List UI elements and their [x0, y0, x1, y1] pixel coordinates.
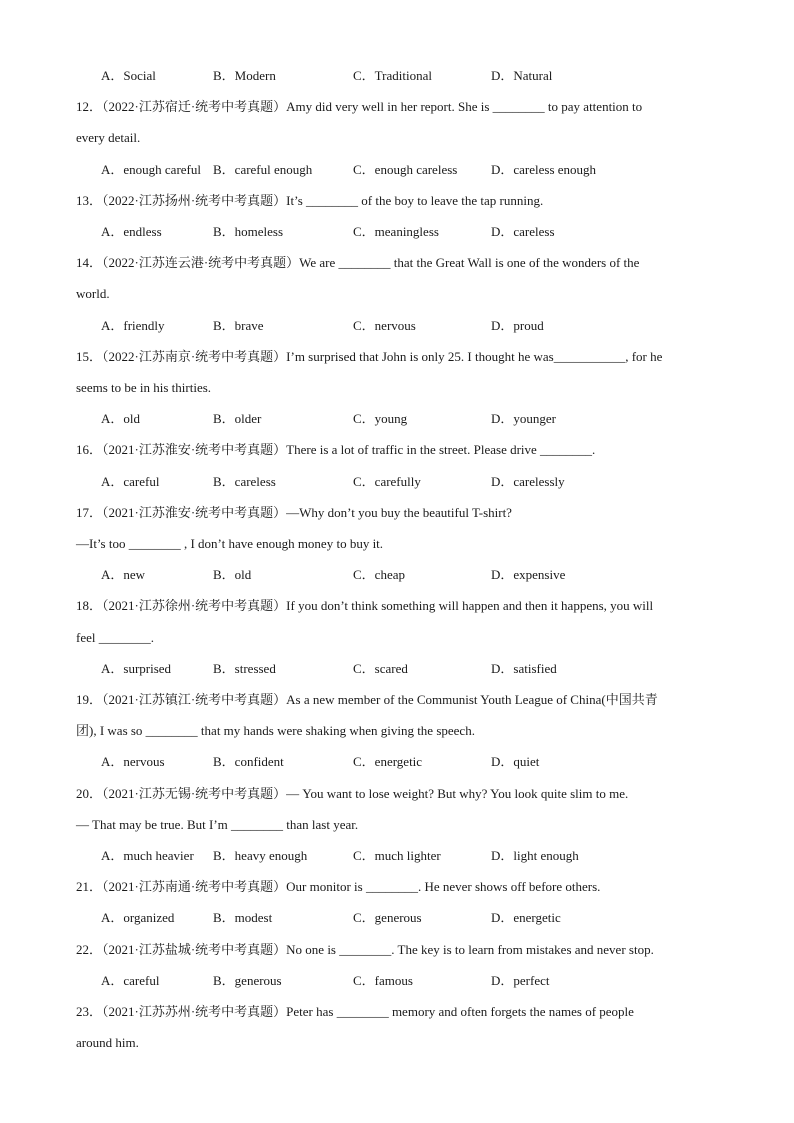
answer-option-d: D．perfect [491, 972, 550, 988]
answer-option-a: A．much heavier [101, 848, 194, 863]
answer-option-c: C．energetic [353, 754, 423, 770]
question-stem-continuation: feel ________. [76, 629, 154, 645]
answer-option-d: D．careless [491, 224, 555, 239]
answer-option-d: D．light enough [491, 848, 579, 863]
answer-option-c: C．scared [353, 660, 408, 676]
question-stem: 15．（2022·江苏南京·统考中考真题）I’m surprised that John is only 25. I thought he was___________, for he [76, 348, 663, 364]
question-stem: 23．（2021·江苏苏州·统考中考真题）Peter has ________ memory and often forgets the names of people [76, 1004, 634, 1019]
question-stem: 12．（2022·江苏宿迁·统考中考真题）Amy did very well in her report. She is ________ to pay attention to [76, 99, 643, 115]
question-stem: 20．（2021·江苏无锡·统考中考真题）— You want to lose weight? But why? You look quite slim to me. [76, 785, 629, 801]
question-stem-continuation: around him. [76, 1035, 139, 1051]
answer-option-c: C．meaningless [353, 224, 439, 239]
answer-option-b: B．Modern [213, 68, 276, 83]
question-stem: 17．（2021·江苏淮安·统考中考真题）—Why don’t you buy the beautiful T-shirt? [76, 504, 512, 520]
answer-option-a: A．careful [101, 972, 160, 988]
answer-option-d: D．proud [491, 317, 544, 333]
question-stem-continuation: seems to be in his thirties. [76, 380, 212, 395]
answer-option-c: C．Traditional [353, 68, 432, 83]
answer-option-d: D．satisfied [491, 660, 557, 676]
answer-option-a: A．nervous [101, 754, 165, 770]
answer-option-b: B．heavy enough [213, 848, 308, 863]
answer-option-a: A．enough careful [101, 161, 201, 177]
answer-option-c: C．much lighter [353, 848, 441, 863]
answer-option-b: B．modest [213, 910, 273, 926]
answer-option-d: D．energetic [491, 910, 561, 926]
answer-option-d: D．quiet [491, 754, 540, 770]
answer-option-b: B．brave [213, 317, 264, 333]
answer-option-a: A．new [101, 567, 146, 583]
answer-option-b: B．stressed [213, 660, 276, 676]
answer-option-c: C．enough careless [353, 161, 458, 177]
question-stem: 22．（2021·江苏盐城·统考中考真题）No one is ________. The key is to learn from mistakes and never stop. [76, 941, 654, 957]
answer-option-d: D．careless enough [491, 161, 597, 177]
answer-option-c: C．famous [353, 972, 413, 988]
question-stem: 13．（2022·江苏扬州·统考中考真题）It’s ________ of the boy to leave the tap running. [76, 192, 544, 208]
question-stem-continuation: — That may be true. But I’m ________ than last year. [76, 816, 359, 832]
answer-option-a: A．endless [101, 224, 162, 239]
answer-option-a: A．friendly [101, 317, 165, 333]
answer-option-d: D．carelessly [491, 473, 565, 489]
answer-option-b: B．confident [213, 754, 284, 770]
question-stem-continuation: world. [76, 286, 110, 302]
question-stem: 21．（2021·江苏南通·统考中考真题）Our monitor is ________. He never shows off before others. [76, 879, 601, 895]
question-stem-continuation: —It’s too ________ , I don’t have enough money to buy it. [76, 536, 384, 551]
answer-option-c: C．carefully [353, 473, 421, 489]
question-stem: 19．（2021·江苏镇江·统考中考真题）As a new member of the Communist Youth League of China(中国共青 [76, 692, 658, 707]
question-stem-continuation: 团), I was so ________ that my hands were shaking when giving the speech. [76, 723, 475, 739]
answer-option-b: B．careless [213, 473, 276, 489]
answer-option-b: B．old [213, 567, 252, 583]
answer-option-d: D．Natural [491, 68, 553, 83]
answer-option-b: B．generous [213, 972, 282, 988]
question-stem: 14．（2022·江苏连云港·统考中考真题）We are ________ that the Great Wall is one of the wonders of the [76, 255, 640, 271]
question-stem-continuation: every detail. [76, 130, 141, 146]
answer-option-a: A．surprised [101, 660, 172, 676]
answer-option-a: A．organized [101, 910, 175, 926]
answer-option-d: D．younger [491, 411, 556, 427]
answer-option-a: A．old [101, 411, 141, 427]
answer-option-a: A．careful [101, 473, 160, 489]
question-stem: 18．（2021·江苏徐州·统考中考真题）If you don’t think something will happen and then it happens, you will [76, 598, 654, 614]
answer-option-c: C．young [353, 411, 408, 427]
answer-option-d: D．expensive [491, 567, 566, 583]
answer-option-c: C．nervous [353, 317, 416, 333]
answer-option-b: B．careful enough [213, 161, 313, 177]
question-stem: 16．（2021·江苏淮安·统考中考真题）There is a lot of traffic in the street. Please drive ________. [76, 442, 596, 458]
answer-option-b: B．older [213, 411, 262, 427]
answer-option-b: B．homeless [213, 224, 284, 239]
answer-option-c: C．cheap [353, 567, 405, 583]
answer-option-c: C．generous [353, 910, 422, 926]
answer-option-a: A．Social [101, 68, 156, 83]
